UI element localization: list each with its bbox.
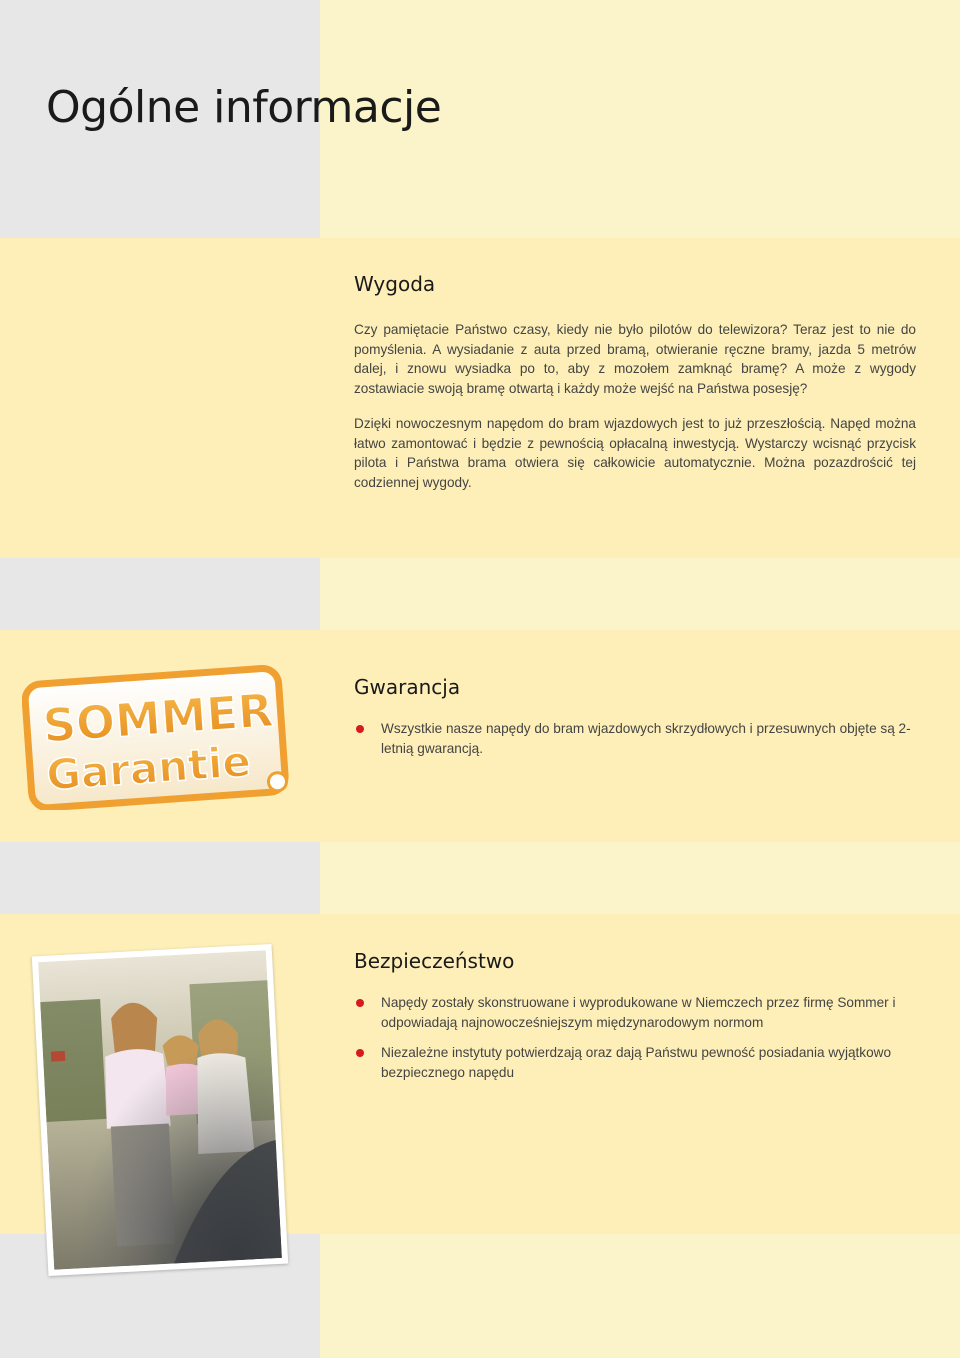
bullet-text: Niezależne instytuty potwierdzają oraz dają Państwu pewność posiadania wyjątkowo bezpiecznego napędu: [381, 1045, 892, 1080]
gwarancja-bullet-list: [354, 719, 916, 759]
section-title-wygoda: Wygoda: [354, 272, 436, 296]
red-bullet-icon: [356, 725, 364, 733]
badge-line-1: SOMMER: [41, 682, 275, 753]
section-gwarancja: [354, 675, 916, 769]
section-title-gwarancja: Gwarancja: [354, 675, 461, 699]
section-bezpieczenstwo: [354, 949, 916, 1093]
list-item: [354, 993, 916, 1033]
section-wygoda: [354, 272, 916, 508]
family-photo-image: [38, 950, 282, 1270]
bullet-text: Wszystkie nasze napędy do bram wjazdowych skrzydłowych i przesuwnych objęte są 2-letnią gwarancją.: [381, 721, 911, 756]
wygoda-paragraph-2: Dzięki nowoczesnym napędom do bram wjazdowych jest to już przeszłością. Napęd można łatwo zamontować i będzie z pewnością opłacalną inwestycją. Wystarczy wcisnąć przycisk pilota i Państwa brama otwiera się całkowicie automatycznie. Można pozazdrościć tej codziennej wygody.: [354, 416, 916, 490]
family-photo: [32, 944, 288, 1276]
gray-spacer-1: [0, 558, 320, 630]
list-item: [354, 719, 916, 759]
page-title: Ogólne informacje: [46, 82, 442, 133]
gray-spacer-2: [0, 842, 320, 914]
red-bullet-icon: [356, 1049, 364, 1057]
badge-line-2: Garantie: [44, 736, 253, 800]
bezpieczenstwo-bullet-list: [354, 993, 916, 1083]
list-item: [354, 1043, 916, 1083]
wygoda-paragraph-1: Czy pamiętacie Państwo czasy, kiedy nie było pilotów do telewizora? Teraz jest to nie do pomyślenia. A wysiadanie z auta przed bramą, otwieranie ręczne bramy, jazda 5 metrów dalej, i znowu wysiadka po to, aby z mozołem zamknąć bramę? A może z wygody zostawiacie swoją bramę otwartą i każdy może wejść na Państwa posesję?: [354, 322, 916, 396]
sommer-garantie-badge: [22, 662, 292, 810]
red-bullet-icon: [356, 999, 364, 1007]
section-title-bezpieczenstwo: Bezpieczeństwo: [354, 949, 515, 973]
bullet-text: Napędy zostały skonstruowane i wyprodukowane w Niemczech przez firmę Sommer i odpowiadają najnowocześniejszym międzynarodowym normom: [381, 995, 896, 1030]
